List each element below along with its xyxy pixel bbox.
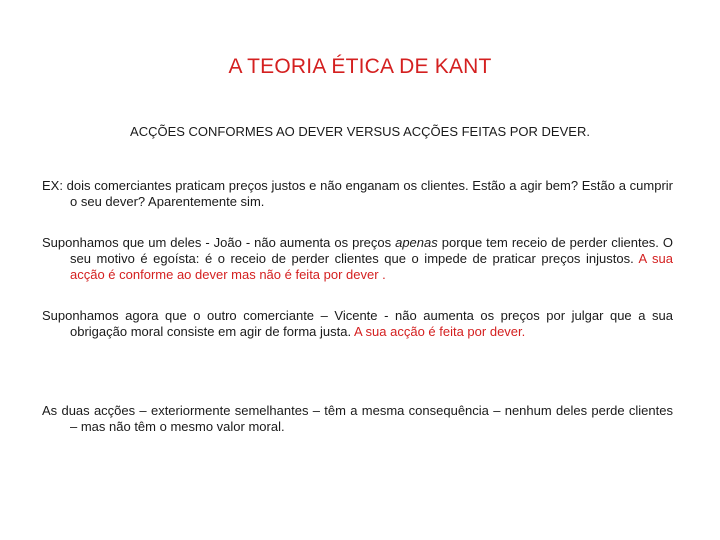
paragraph-joao-emphasis: apenas (395, 235, 438, 250)
paragraph-vicente (42, 308, 673, 340)
paragraph-joao-text-a: Suponhamos que um deles - João - não aumenta os preços (42, 235, 396, 250)
paragraph-vicente-highlight: A sua acção é feita por dever. (353, 324, 526, 339)
paragraph-joao-text-b: porque tem receio de perder clientes. O seu motivo é egoísta: é o receio de perder clientes que o impede de praticar preços injustos. (70, 235, 673, 266)
paragraph-joao-highlight: A sua acção é conforme ao dever mas não é feita por dever . (70, 251, 674, 282)
slide-subtitle: ACÇÕES CONFORMES AO DEVER VERSUS ACÇÕES FEITAS POR DEVER. (130, 124, 590, 139)
paragraph-joao (42, 235, 673, 283)
paragraph-conclusion: As duas acções – exteriormente semelhantes – têm a mesma consequência – nenhum deles perde clientes – mas não têm o mesmo valor moral. (42, 403, 673, 434)
slide-title: A TEORIA ÉTICA DE KANT (228, 55, 492, 78)
paragraph-example: EX: dois comerciantes praticam preços justos e não enganam os clientes. Estão a agir bem? Estão a cumprir o seu dever? Aparentemente sim. (42, 178, 673, 209)
paragraph-vicente-text: Suponhamos agora que o outro comerciante – Vicente - não aumenta os preços por julgar que a sua obrigação moral consiste em agir de forma justa. (42, 308, 673, 339)
